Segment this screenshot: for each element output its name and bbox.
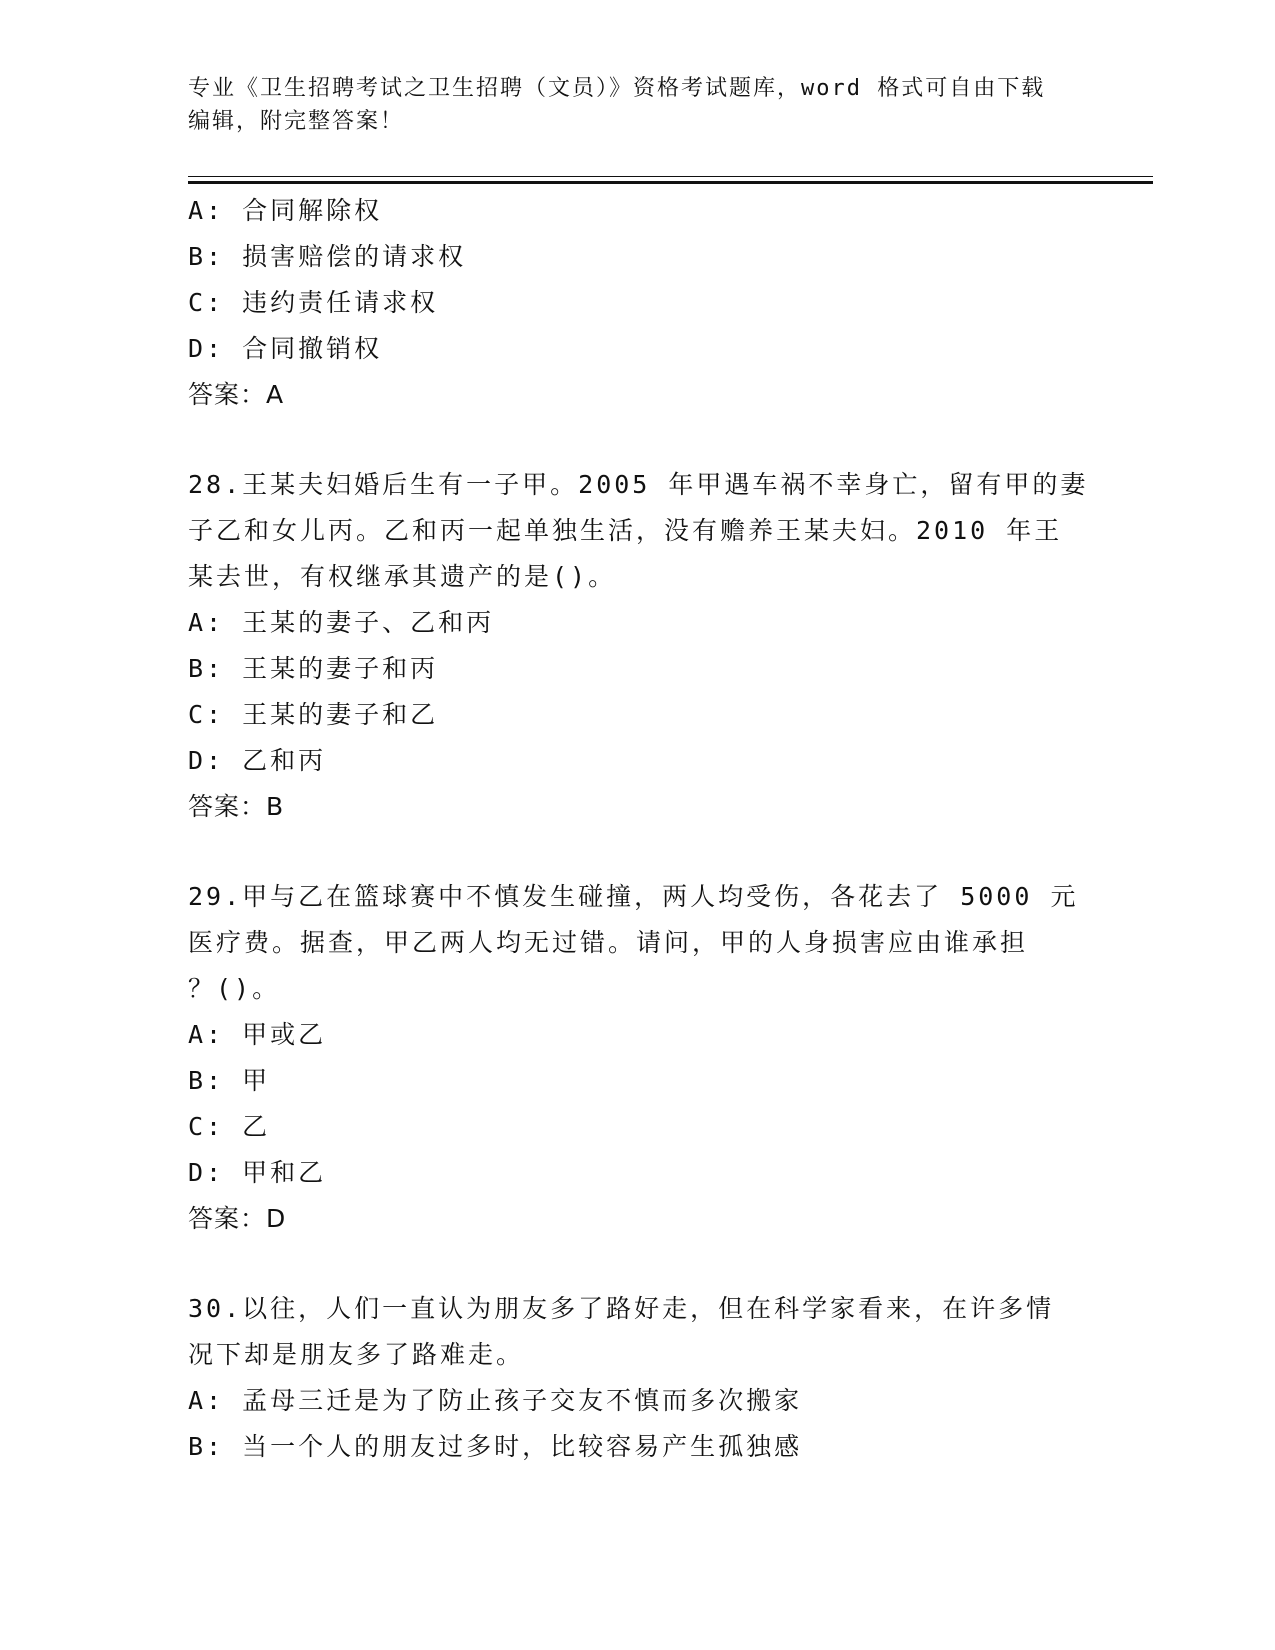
option-a: A: 孟母三迁是为了防止孩子交友不慎而多次搬家 (188, 1386, 803, 1415)
question-stem-line: ？()。 (188, 974, 281, 1003)
option-a: A: 王某的妻子、乙和丙 (188, 608, 495, 637)
option-a: A: 合同解除权 (188, 196, 383, 225)
question-stem-line: 况下却是朋友多了路难走。 (188, 1340, 525, 1369)
question-list (188, 188, 1108, 1470)
spacer (188, 418, 1108, 462)
answer-line: 答案：A (188, 380, 285, 409)
option-a: A: 甲或乙 (188, 1020, 327, 1049)
question-stem-line: 30.以往，人们一直认为朋友多了路好走，但在科学家看来，在许多情 (188, 1294, 1055, 1323)
option-d: D: 合同撤销权 (188, 334, 383, 363)
spacer (188, 830, 1108, 874)
option-d: D: 乙和丙 (188, 746, 327, 775)
question-stem-line: 29.甲与乙在篮球赛中不慎发生碰撞，两人均受伤，各花去了 5000 元 (188, 882, 1079, 911)
answer-line: 答案：B (188, 792, 285, 821)
question-30 (188, 1286, 1108, 1470)
option-c: C: 王某的妻子和乙 (188, 700, 439, 729)
option-c: C: 乙 (188, 1112, 271, 1141)
header-rule-thin (188, 176, 1153, 177)
option-b: B: 王某的妻子和丙 (188, 654, 439, 683)
option-b: B: 甲 (188, 1066, 271, 1095)
question-stem-line: 某去世，有权继承其遗产的是()。 (188, 562, 617, 591)
option-b: B: 损害赔偿的请求权 (188, 242, 467, 271)
question-stem-line: 医疗费。据查，甲乙两人均无过错。请问，甲的人身损害应由谁承担 (188, 928, 1029, 957)
header-line-1: 专业《卫生招聘考试之卫生招聘（文员）》资格考试题库，word 格式可自由下载 (188, 76, 1046, 101)
answer-line: 答案：D (188, 1204, 287, 1233)
question-28 (188, 462, 1108, 830)
question-stem-line: 子乙和女儿丙。乙和丙一起单独生活，没有赡养王某夫妇。2010 年王 (188, 516, 1063, 545)
header-rule-thick (188, 181, 1153, 184)
spacer (188, 1242, 1108, 1286)
document-header (188, 72, 1088, 138)
question-29 (188, 874, 1108, 1242)
option-d: D: 甲和乙 (188, 1158, 327, 1187)
option-b: B: 当一个人的朋友过多时，比较容易产生孤独感 (188, 1432, 803, 1461)
header-line-2: 编辑，附完整答案！ (188, 109, 405, 134)
option-c: C: 违约责任请求权 (188, 288, 439, 317)
question-27 (188, 188, 1108, 418)
question-stem-line: 28.王某夫妇婚后生有一子甲。2005 年甲遇车祸不幸身亡，留有甲的妻 (188, 470, 1089, 499)
